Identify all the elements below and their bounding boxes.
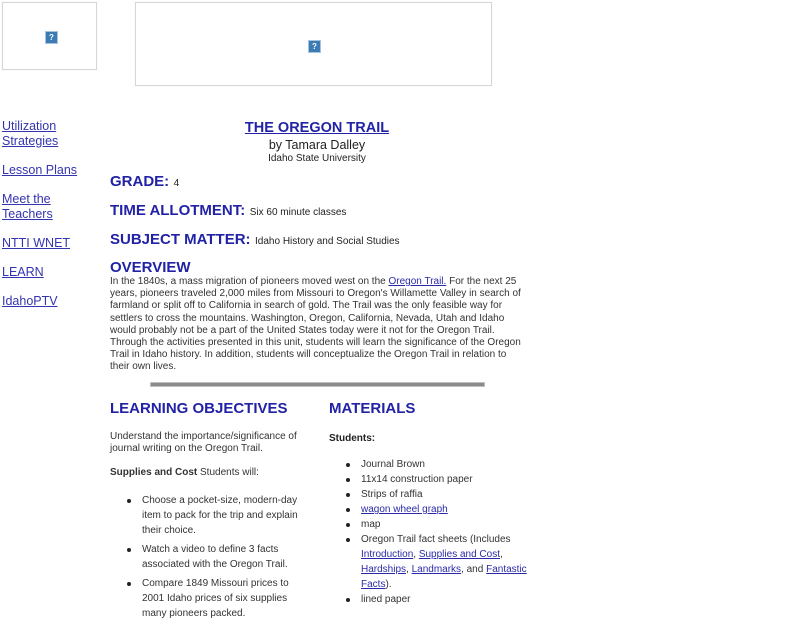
institution-name: Idaho State University <box>268 153 366 164</box>
subject-matter-value: Idaho History and Social Studies <box>255 236 400 247</box>
wagon-wheel-graph-link[interactable]: wagon wheel graph <box>361 504 448 515</box>
list-item: 11x14 construction paper <box>361 472 529 487</box>
supplies-cost-label: Supplies and Cost <box>110 467 198 478</box>
learning-objectives-section <box>110 400 310 625</box>
fantastic-facts-link[interactable]: Fantastic Facts <box>361 564 527 590</box>
supplies-cost-line <box>110 467 310 479</box>
list-item: Compare 1849 Missouri prices to 2001 Idaho prices of six supplies many pioneers packed. <box>142 576 310 621</box>
banner-image-placeholder <box>135 2 492 86</box>
overview-text <box>110 276 526 374</box>
learning-objectives-heading: LEARNING OBJECTIVES <box>110 400 288 417</box>
list-item <box>361 502 529 517</box>
list-item: Choose a pocket-size, modern-day item to pack for the trip and explain their choice. <box>142 493 310 538</box>
nav-link-ntti-wnet[interactable]: NTTI WNET <box>2 236 71 250</box>
supplies-and-cost-link[interactable]: Supplies and Cost <box>418 549 500 560</box>
grade-value: 4 <box>173 178 180 189</box>
list-item: Journal Brown <box>361 457 529 472</box>
broken-image-icon: ? <box>45 31 58 44</box>
nav-link-idahoptv[interactable]: IdahoPTV <box>2 294 58 308</box>
nav-link-lesson-plans[interactable]: Lesson Plans <box>2 163 78 177</box>
list-item: Watch a video to define 3 facts associated with the Oregon Trail. <box>142 542 310 572</box>
overview-heading: OVERVIEW <box>110 259 191 276</box>
landmarks-link[interactable]: Landmarks <box>411 564 462 575</box>
list-item: lined paper <box>361 592 529 607</box>
hardships-link[interactable]: Hardships <box>361 564 407 575</box>
separator-text: , <box>413 549 419 560</box>
grade-label: GRADE: <box>110 173 170 190</box>
broken-image-icon: ? <box>308 40 321 53</box>
list-item: map <box>361 517 529 532</box>
materials-heading: MATERIALS <box>329 400 416 417</box>
logo-image-placeholder <box>2 2 97 70</box>
introduction-link[interactable]: Introduction <box>361 549 414 560</box>
section-divider <box>150 382 485 387</box>
subject-matter-label: SUBJECT MATTER: <box>110 231 251 248</box>
oregon-trail-link[interactable]: Oregon Trail. <box>388 276 447 287</box>
page-title-link[interactable]: THE OREGON TRAIL <box>244 120 390 136</box>
objectives-list <box>110 493 310 621</box>
overview-text-part: For the next 25 years, pioneers traveled 2,000 miles from Missouri to Oregon's Willamette Valley in search of farmland or split off to California in search of gold. The Trail was the only feasible way for settlers to cross the mountains. Washington, Oregon, California, Nevada, Utah and Idaho would probably not be a part of the United States today were it not for the Oregon Trail. Through the activities presented in this unit, students will learn the significance of the Oregon Trail in Idaho history. In addition, students will conceptualize the Oregon Trail in relation to their own lives. <box>110 276 521 373</box>
grade-field <box>110 173 179 191</box>
time-allotment-label: TIME ALLOTMENT: <box>110 202 246 219</box>
subject-matter-field <box>110 231 400 249</box>
list-item <box>361 532 529 592</box>
overview-section <box>110 259 526 374</box>
author-name: by Tamara Dalley <box>268 138 366 152</box>
time-allotment-field <box>110 202 346 220</box>
students-label: Students: <box>329 433 376 444</box>
nav-link-meet-the-teachers[interactable]: Meet the Teachers <box>2 192 53 221</box>
time-allotment-value: Six 60 minute classes <box>249 207 347 218</box>
materials-section <box>329 400 529 607</box>
nav-link-utilization-strategies[interactable]: Utilization Strategies <box>2 119 59 148</box>
supplies-cost-text: Students will: <box>197 467 259 478</box>
overview-text-part: In the 1840s, a mass migration of pioneers moved west on the <box>110 276 389 287</box>
separator-text: ). <box>385 579 392 590</box>
separator-text: , and <box>461 564 487 575</box>
sidebar-nav <box>2 119 102 323</box>
separator-text: , <box>500 549 503 560</box>
nav-link-learn[interactable]: LEARN <box>2 265 44 279</box>
materials-list <box>329 457 529 607</box>
lesson-header <box>108 119 526 164</box>
list-item: Strips of raffia <box>361 487 529 502</box>
separator-text: , <box>406 564 412 575</box>
objectives-intro: Understand the importance/significance of journal writing on the Oregon Trail. <box>110 431 297 454</box>
fact-sheets-text: Oregon Trail fact sheets (Includes <box>361 534 511 545</box>
